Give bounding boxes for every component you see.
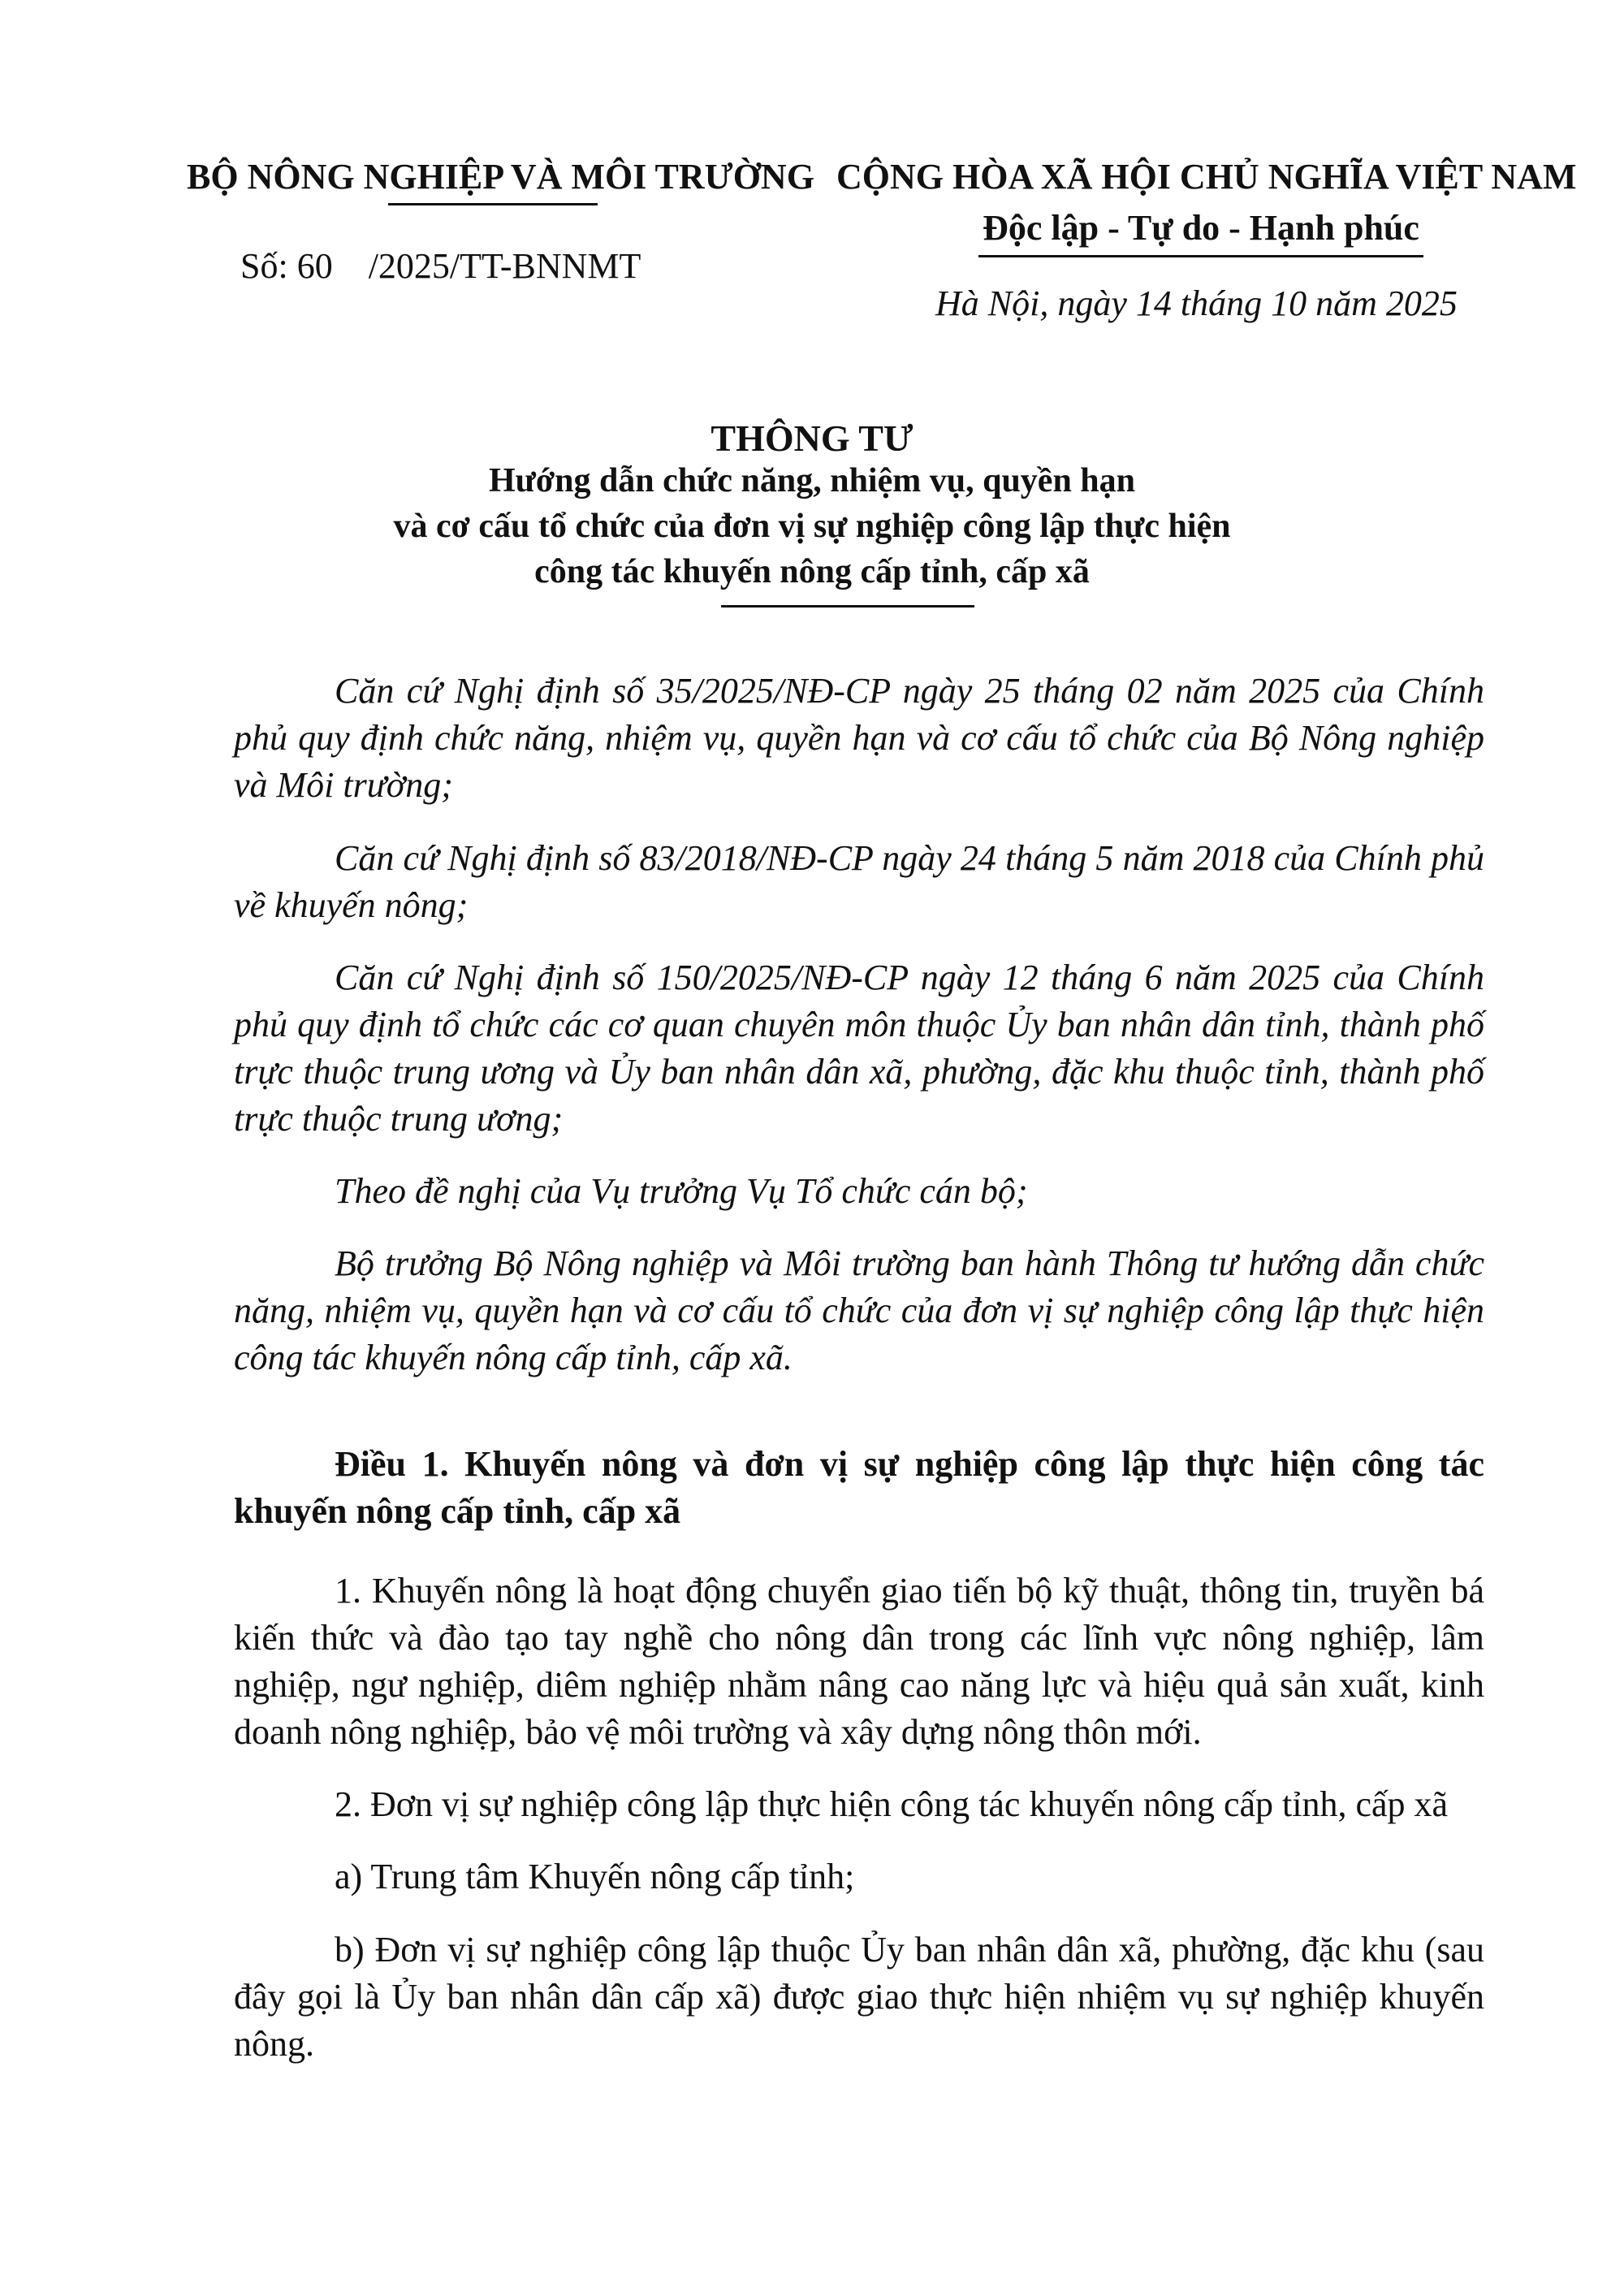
article-clause: 2. Đơn vị sự nghiệp công lập thực hiện công tác khuyến nông cấp tỉnh, cấp xã <box>335 1784 1449 1824</box>
article-clause: b) Đơn vị sự nghiệp công lập thuộc Ủy ban nhân dân xã, phường, đặc khu (sau đây gọi là Ủy ban nhân dân cấp xã) được giao thực hiện nhiệm vụ sự nghiệp khuyến nông. <box>234 1930 1484 2064</box>
preamble-paragraph: Căn cứ Nghị định số 83/2018/NĐ-CP ngày 24 tháng 5 năm 2018 của Chính phủ về khuyến nông; <box>234 838 1484 925</box>
article-clause: a) Trung tâm Khuyến nông cấp tỉnh; <box>335 1857 855 1896</box>
document-number-suffix: /2025/TT-BNNMT <box>368 246 641 286</box>
document-number-prefix: Số: 60 <box>240 246 333 286</box>
preamble-paragraph: Theo đề nghị của Vụ trưởng Vụ Tổ chức cán bộ; <box>335 1171 1028 1211</box>
title-line: Hướng dẫn chức năng, nhiệm vụ, quyền hạn <box>488 462 1136 499</box>
article-heading: Điều 1. Khuyến nông và đơn vị sự nghiệp công lập thực hiện công tác khuyến nông cấp tỉnh, cấp xã <box>234 1444 1484 1531</box>
national-motto: Độc lập - Tự do - Hạnh phúc <box>983 208 1419 248</box>
country-name: CỘNG HÒA XÃ HỘI CHỦ NGHĨA VIỆT NAM <box>836 157 1577 197</box>
document-type-title: THÔNG TƯ <box>710 417 914 459</box>
ministry-underline <box>388 203 598 205</box>
preamble-paragraph: Bộ trưởng Bộ Nông nghiệp và Môi trường ban hành Thông tư hướng dẫn chức năng, nhiệm vụ, quyền hạn và cơ cấu tổ chức của đơn vị sự nghiệp công lập thực hiện công tác khuyến nông cấp tỉnh, cấp xã. <box>234 1243 1484 1377</box>
document-number <box>240 245 641 287</box>
title-underline <box>721 605 974 608</box>
article-clause: 1. Khuyến nông là hoạt động chuyển giao tiến bộ kỹ thuật, thông tin, truyền bá kiến thức và đào tạo tay nghề cho nông dân trong các lĩnh vực nông nghiệp, lâm nghiệp, ngư nghiệp, diêm nghiệp nhằm nâng cao năng lực và hiệu quả sản xuất, kinh doanh nông nghiệp, bảo vệ môi trường và xây dựng nông thôn mới. <box>234 1571 1484 1752</box>
title-line: và cơ cấu tổ chức của đơn vị sự nghiệp công lập thực hiện <box>393 508 1231 545</box>
preamble-paragraph: Căn cứ Nghị định số 35/2025/NĐ-CP ngày 25 tháng 02 năm 2025 của Chính phủ quy định chức năng, nhiệm vụ, quyền hạn và cơ cấu tổ chức của Bộ Nông nghiệp và Môi trường; <box>234 671 1484 805</box>
motto-underline <box>978 255 1423 257</box>
preamble-paragraph: Căn cứ Nghị định số 150/2025/NĐ-CP ngày 12 tháng 6 năm 2025 của Chính phủ quy định tổ chức các cơ quan chuyên môn thuộc Ủy ban nhân dân tỉnh, thành phố trực thuộc trung ương và Ủy ban nhân dân xã, phường, đặc khu thuộc tỉnh, thành phố trực thuộc trung ương; <box>234 958 1484 1139</box>
title-line: công tác khuyến nông cấp tỉnh, cấp xã <box>534 553 1090 590</box>
ministry-name: BỘ NÔNG NGHIỆP VÀ MÔI TRƯỜNG <box>187 157 814 197</box>
date-line: Hà Nội, ngày 14 tháng 10 năm 2025 <box>935 283 1458 323</box>
